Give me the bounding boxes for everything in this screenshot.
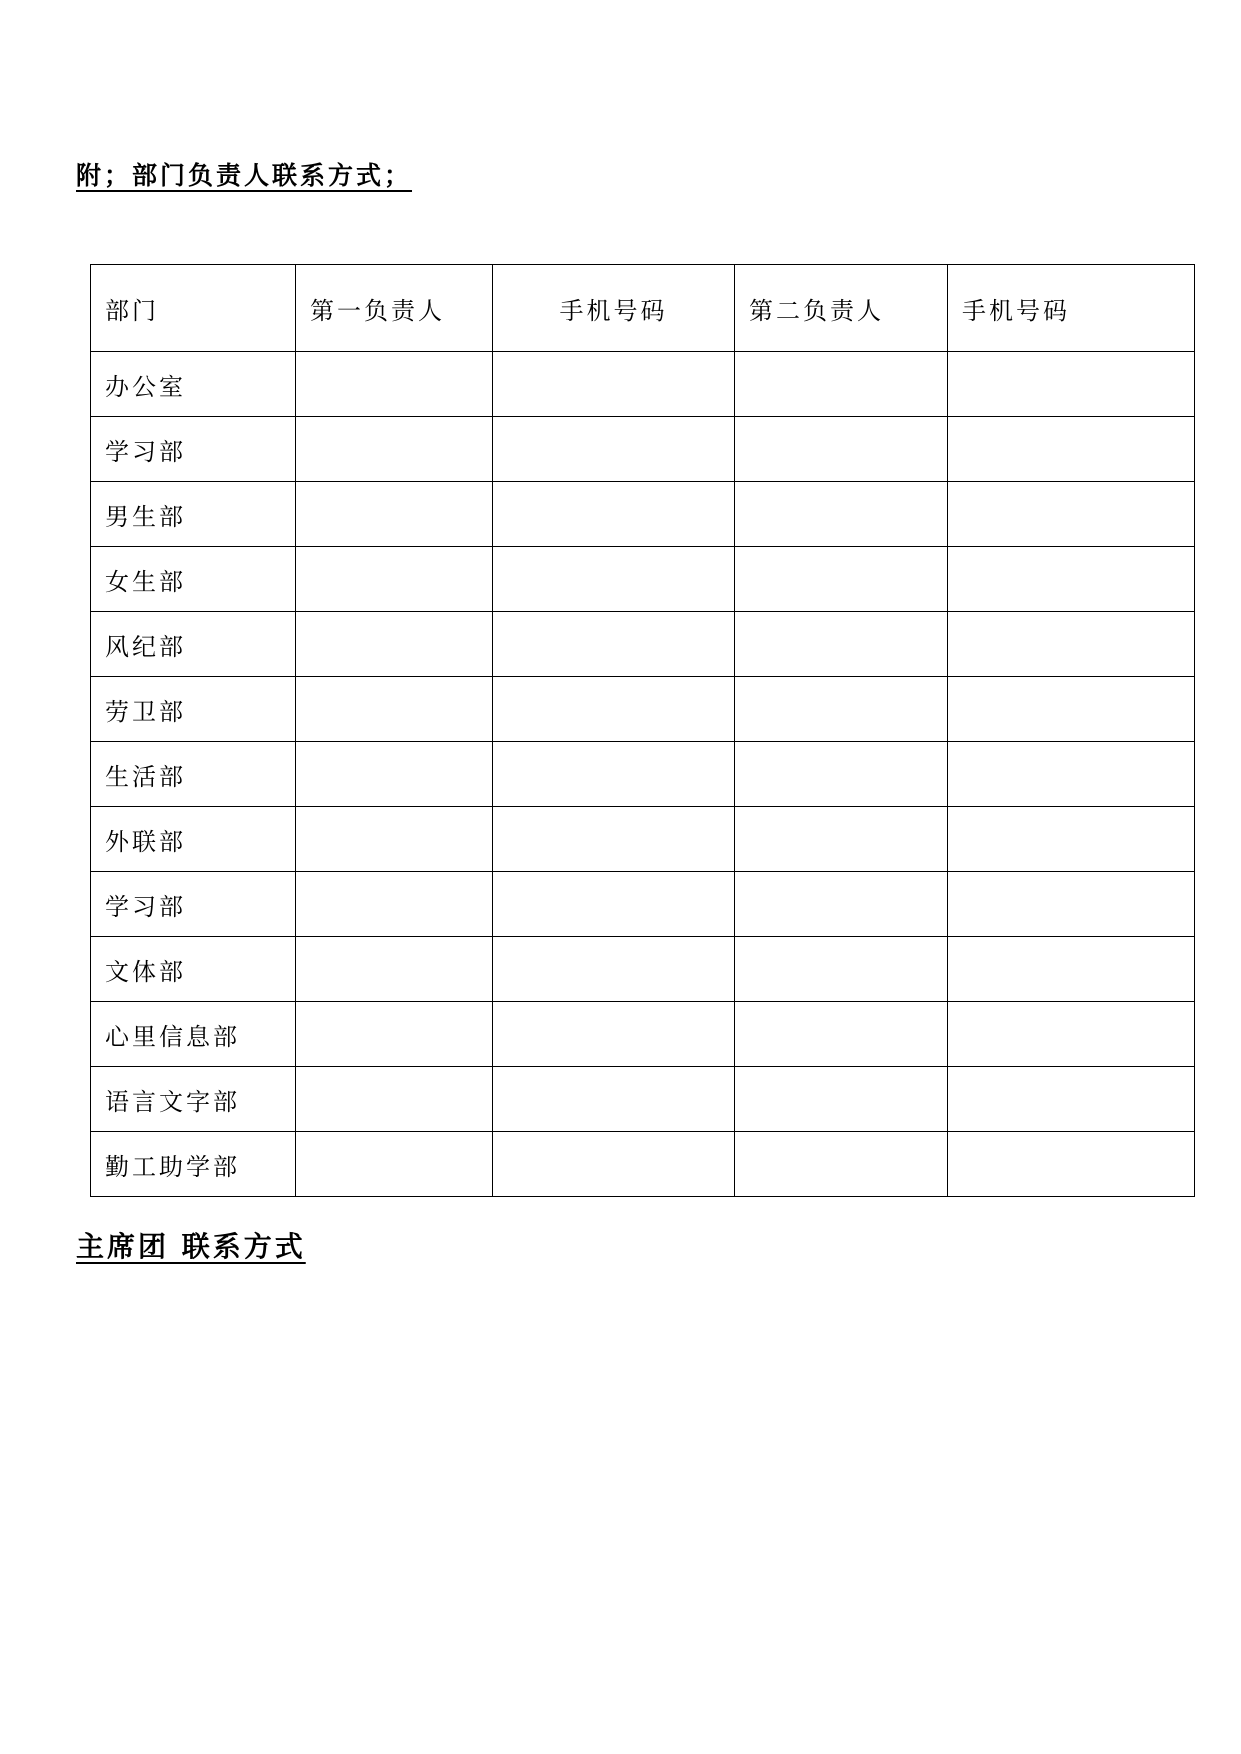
department-name: 男生部 — [91, 482, 296, 547]
second-leader-cell[interactable] — [735, 352, 948, 417]
second-leader-cell[interactable] — [735, 937, 948, 1002]
table-row — [91, 742, 1195, 807]
table-row — [91, 482, 1195, 547]
table-row — [91, 937, 1195, 1002]
phone-2-cell[interactable] — [948, 352, 1195, 417]
phone-1-cell[interactable] — [493, 1067, 735, 1132]
department-name: 女生部 — [91, 547, 296, 612]
phone-1-cell[interactable] — [493, 612, 735, 677]
first-leader-cell[interactable] — [296, 937, 493, 1002]
phone-1-cell[interactable] — [493, 482, 735, 547]
second-leader-cell[interactable] — [735, 612, 948, 677]
table-row — [91, 872, 1195, 937]
second-leader-cell[interactable] — [735, 677, 948, 742]
phone-1-cell[interactable] — [493, 1002, 735, 1067]
phone-1-cell[interactable] — [493, 417, 735, 482]
first-leader-cell[interactable] — [296, 807, 493, 872]
department-name: 语言文字部 — [91, 1067, 296, 1132]
table-row — [91, 547, 1195, 612]
first-leader-cell[interactable] — [296, 612, 493, 677]
phone-2-cell[interactable] — [948, 1132, 1195, 1197]
phone-2-cell[interactable] — [948, 677, 1195, 742]
department-name: 心里信息部 — [91, 1002, 296, 1067]
first-leader-cell[interactable] — [296, 547, 493, 612]
table-row — [91, 352, 1195, 417]
phone-2-cell[interactable] — [948, 937, 1195, 1002]
phone-2-cell[interactable] — [948, 742, 1195, 807]
second-leader-cell[interactable] — [735, 417, 948, 482]
section-title: 主席团 联系方式 — [76, 1230, 306, 1263]
second-leader-cell[interactable] — [735, 1067, 948, 1132]
second-leader-cell[interactable] — [735, 742, 948, 807]
phone-1-cell[interactable] — [493, 807, 735, 872]
phone-2-cell[interactable] — [948, 417, 1195, 482]
table-row — [91, 807, 1195, 872]
phone-2-cell[interactable] — [948, 872, 1195, 937]
first-leader-cell[interactable] — [296, 1067, 493, 1132]
phone-1-cell[interactable] — [493, 677, 735, 742]
phone-2-cell[interactable] — [948, 1067, 1195, 1132]
second-leader-cell[interactable] — [735, 547, 948, 612]
department-name: 风纪部 — [91, 612, 296, 677]
first-leader-cell[interactable] — [296, 417, 493, 482]
header-department: 部门 — [91, 265, 296, 352]
second-leader-cell[interactable] — [735, 1132, 948, 1197]
header-second-leader: 第二负责人 — [735, 265, 948, 352]
phone-1-cell[interactable] — [493, 547, 735, 612]
phone-2-cell[interactable] — [948, 1002, 1195, 1067]
department-name: 文体部 — [91, 937, 296, 1002]
first-leader-cell[interactable] — [296, 742, 493, 807]
first-leader-cell[interactable] — [296, 482, 493, 547]
phone-1-cell[interactable] — [493, 872, 735, 937]
department-name: 学习部 — [91, 872, 296, 937]
department-contact-table — [90, 264, 1195, 1197]
header-phone-1: 手机号码 — [493, 265, 735, 352]
department-name: 勤工助学部 — [91, 1132, 296, 1197]
first-leader-cell[interactable] — [296, 1132, 493, 1197]
header-first-leader: 第一负责人 — [296, 265, 493, 352]
phone-1-cell[interactable] — [493, 937, 735, 1002]
table-row — [91, 1002, 1195, 1067]
phone-1-cell[interactable] — [493, 742, 735, 807]
header-phone-2: 手机号码 — [948, 265, 1195, 352]
department-name: 学习部 — [91, 417, 296, 482]
first-leader-cell[interactable] — [296, 1002, 493, 1067]
department-name: 办公室 — [91, 352, 296, 417]
phone-2-cell[interactable] — [948, 547, 1195, 612]
department-name: 外联部 — [91, 807, 296, 872]
department-name: 劳卫部 — [91, 677, 296, 742]
table-row — [91, 1067, 1195, 1132]
department-name: 生活部 — [91, 742, 296, 807]
phone-2-cell[interactable] — [948, 612, 1195, 677]
table-row — [91, 677, 1195, 742]
second-leader-cell[interactable] — [735, 872, 948, 937]
phone-1-cell[interactable] — [493, 352, 735, 417]
phone-1-cell[interactable] — [493, 1132, 735, 1197]
second-leader-cell[interactable] — [735, 807, 948, 872]
table-header-row — [91, 265, 1195, 352]
table-row — [91, 1132, 1195, 1197]
first-leader-cell[interactable] — [296, 352, 493, 417]
first-leader-cell[interactable] — [296, 872, 493, 937]
phone-2-cell[interactable] — [948, 807, 1195, 872]
first-leader-cell[interactable] — [296, 677, 493, 742]
page-title: 附；部门负责人联系方式； — [76, 161, 413, 190]
table-row — [91, 612, 1195, 677]
second-leader-cell[interactable] — [735, 1002, 948, 1067]
phone-2-cell[interactable] — [948, 482, 1195, 547]
second-leader-cell[interactable] — [735, 482, 948, 547]
table-row — [91, 417, 1195, 482]
